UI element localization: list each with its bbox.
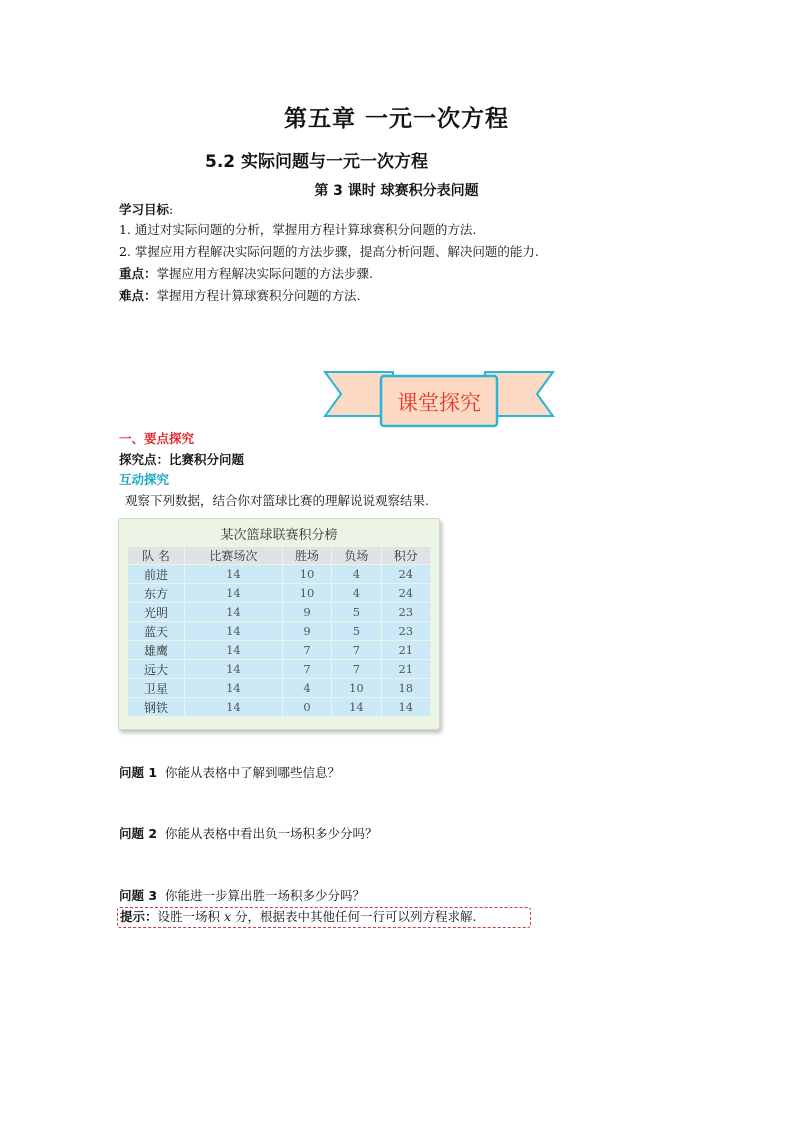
table-row	[128, 584, 430, 602]
question-text: 你能从表格中看出负一场积多少分吗？	[165, 826, 378, 841]
table-cell: 14	[185, 584, 282, 602]
table-cell: 14	[185, 603, 282, 621]
table-cell: 23	[382, 622, 430, 640]
table-cell: 14	[185, 679, 282, 697]
difficulty-text: 掌握用方程计算球赛积分问题的方法.	[156, 288, 361, 303]
column-header: 胜场	[283, 547, 331, 564]
table-cell: 7	[283, 641, 331, 659]
table-cell: 14	[185, 565, 282, 583]
table-cell: 14	[185, 622, 282, 640]
score-table	[127, 546, 431, 717]
table-cell: 14	[185, 641, 282, 659]
team-name: 远大	[128, 660, 184, 678]
table-cell: 5	[332, 603, 380, 621]
objectives-heading-line: 学习目标:	[119, 202, 174, 217]
question-label: 问题 2	[119, 826, 158, 841]
question-2	[119, 825, 378, 843]
table-cell: 5	[332, 622, 380, 640]
table-row	[128, 698, 430, 716]
key-point-line	[119, 265, 373, 283]
table-cell: 24	[382, 565, 430, 583]
team-name: 雄鹰	[128, 641, 184, 659]
ribbon-graphic	[323, 370, 555, 432]
table-cell: 7	[332, 641, 380, 659]
table-cell: 14	[185, 698, 282, 716]
question-text: 你能从表格中了解到哪些信息？	[165, 765, 341, 780]
team-name: 蓝天	[128, 622, 184, 640]
question-3	[119, 887, 365, 905]
table-row	[128, 679, 430, 697]
classroom-explore-banner	[323, 370, 555, 432]
table-cell: 14	[382, 698, 430, 716]
interactive-heading: 互动探究	[119, 472, 170, 487]
hint-text-after: 分，根据表中其他任何一行可以列方程求解.	[231, 909, 477, 924]
column-header: 积分	[382, 547, 430, 564]
table-cell: 24	[382, 584, 430, 602]
score-table-title: 某次篮球联赛积分榜	[220, 528, 338, 543]
table-cell: 21	[382, 660, 430, 678]
question-label: 问题 1	[119, 765, 158, 780]
table-cell: 18	[382, 679, 430, 697]
column-header: 队 名	[128, 547, 184, 564]
hint-line	[120, 908, 477, 926]
column-header: 比赛场次	[185, 547, 282, 564]
table-cell: 4	[332, 565, 380, 583]
part-heading: 一、要点探究	[119, 431, 195, 446]
table-row	[128, 603, 430, 621]
table-cell: 4	[332, 584, 380, 602]
table-row	[128, 565, 430, 583]
key-point-text: 掌握应用方程解决实际问题的方法步骤.	[156, 266, 373, 281]
question-1	[119, 764, 340, 782]
key-point-label: 重点：	[119, 266, 157, 281]
table-row	[128, 622, 430, 640]
table-cell: 4	[283, 679, 331, 697]
objective-item-1: 1. 通过对实际问题的分析，掌握用方程计算球赛积分问题的方法.	[119, 222, 477, 237]
question-text: 你能进一步算出胜一场积多少分吗？	[165, 888, 366, 903]
table-cell: 23	[382, 603, 430, 621]
table-cell: 0	[283, 698, 331, 716]
section-title: 5.2 实际问题与一元一次方程	[205, 152, 429, 172]
score-table-card	[118, 518, 440, 730]
table-cell: 9	[283, 603, 331, 621]
hint-text-before: 设胜一场积	[157, 909, 224, 924]
explore-point: 探究点：比赛积分问题	[119, 452, 245, 467]
team-name: 卫星	[128, 679, 184, 697]
table-header-row	[128, 547, 430, 564]
lesson-title: 第 3 课时 球赛积分表问题	[314, 183, 479, 199]
difficulty-label: 难点：	[119, 288, 157, 303]
team-name: 光明	[128, 603, 184, 621]
team-name: 钢铁	[128, 698, 184, 716]
hint-variable: x	[224, 909, 232, 924]
team-name: 东方	[128, 584, 184, 602]
table-cell: 10	[283, 565, 331, 583]
table-cell: 14	[185, 660, 282, 678]
table-cell: 9	[283, 622, 331, 640]
objective-item-2: 2. 掌握应用方程解决实际问题的方法步骤，提高分析问题、解决问题的能力.	[119, 244, 539, 259]
table-row	[128, 641, 430, 659]
table-cell: 7	[283, 660, 331, 678]
objectives-heading: 学习目标	[119, 202, 170, 217]
table-cell: 10	[332, 679, 380, 697]
table-cell: 21	[382, 641, 430, 659]
difficulty-line	[119, 287, 361, 305]
chapter-title: 第五章 一元一次方程	[283, 106, 509, 132]
table-cell: 14	[332, 698, 380, 716]
table-cell: 10	[283, 584, 331, 602]
column-header: 负场	[332, 547, 380, 564]
table-cell: 7	[332, 660, 380, 678]
table-row	[128, 660, 430, 678]
hint-label: 提示：	[120, 909, 158, 924]
question-label: 问题 3	[119, 888, 158, 903]
instruction-text: 观察下列数据，结合你对篮球比赛的理解说说观察结果.	[125, 493, 429, 508]
team-name: 前进	[128, 565, 184, 583]
banner-text: 课堂探究	[397, 391, 481, 415]
